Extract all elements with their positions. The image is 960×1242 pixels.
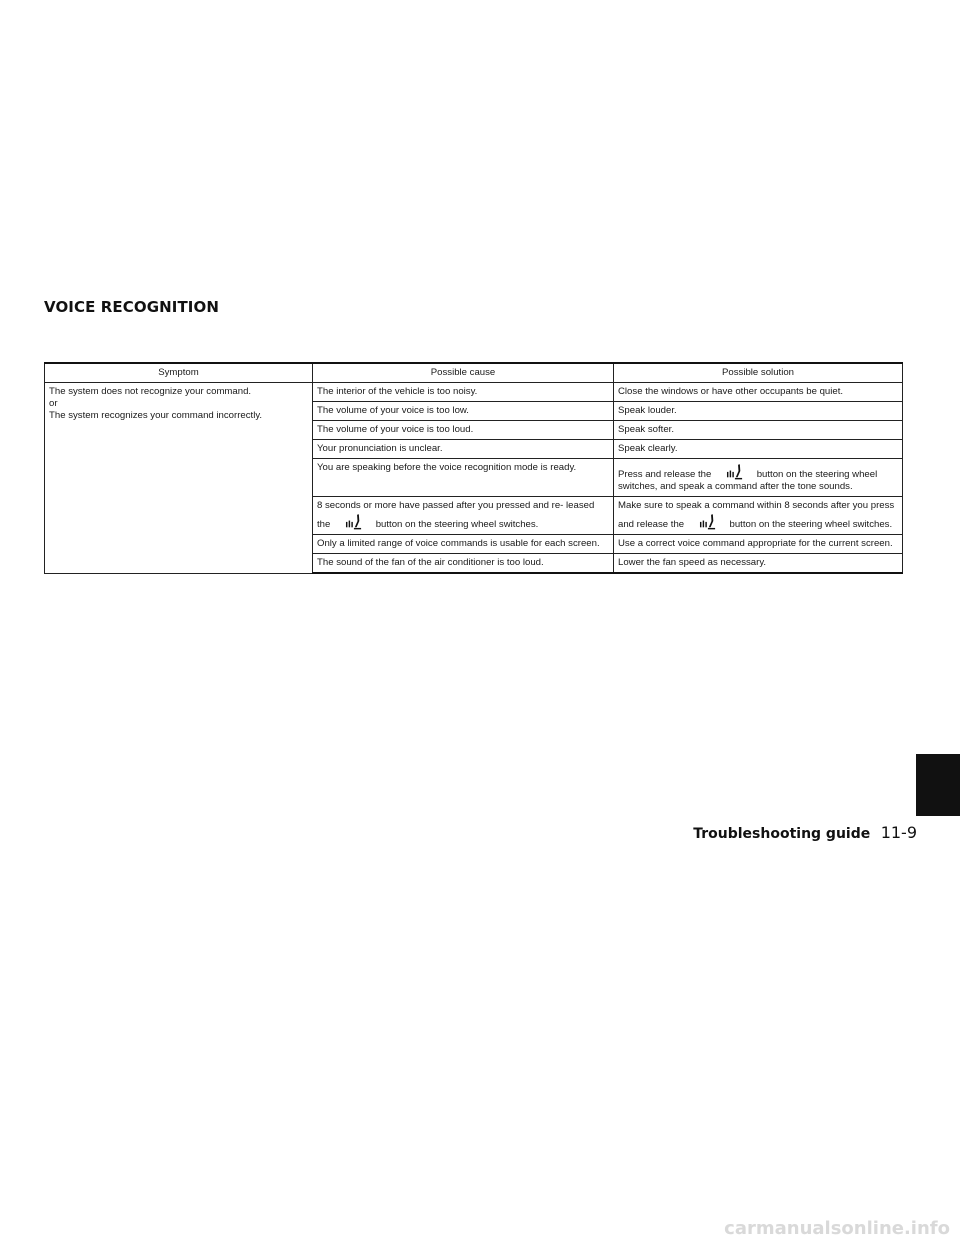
solution-cell: Close the windows or have other occupants be quiet. — [614, 383, 903, 402]
page-number: 11-9 — [880, 823, 917, 842]
cause-cell: You are speaking before the voice recognition mode is ready. — [313, 459, 614, 497]
cause-cell: Only a limited range of voice commands is usable for each screen. — [313, 535, 614, 554]
solution-cell — [614, 497, 903, 535]
cause-cell — [313, 497, 614, 535]
cause-text-before-icon: 8 seconds or more have passed after you pressed and re- leased the — [317, 500, 595, 530]
cause-cell: The sound of the fan of the air conditioner is too loud. — [313, 554, 614, 574]
chapter-edge-tab — [916, 754, 960, 816]
header-symptom: Symptom — [45, 363, 313, 383]
solution-cell — [614, 459, 903, 497]
symptom-line-2: or — [49, 398, 58, 409]
talk-switch-icon — [687, 512, 727, 530]
solution-cell: Speak clearly. — [614, 440, 903, 459]
table-header-row — [45, 363, 903, 383]
solution-text-after-icon: button on the steering wheel switches, and speak a command after the tone sounds. — [618, 469, 878, 492]
troubleshooting-table — [44, 362, 903, 574]
symptom-cell — [45, 383, 313, 574]
symptom-line-3: The system recognizes your command incorrectly. — [49, 410, 263, 421]
symptom-line-1: The system does not recognize your command. — [49, 386, 252, 397]
solution-text-before-icon: Make sure to speak a command within 8 seconds after you press and release the — [618, 500, 895, 530]
solution-cell: Use a correct voice command appropriate for the current screen. — [614, 535, 903, 554]
watermark: carmanualsonline.info — [724, 1218, 950, 1239]
solution-text-after-icon: button on the steering wheel switches. — [729, 519, 893, 530]
header-possible-solution: Possible solution — [614, 363, 903, 383]
cause-cell: Your pronunciation is unclear. — [313, 440, 614, 459]
solution-cell: Lower the fan speed as necessary. — [614, 554, 903, 574]
cause-cell: The volume of your voice is too loud. — [313, 421, 614, 440]
talk-switch-icon — [333, 512, 373, 530]
cause-cell: The volume of your voice is too low. — [313, 402, 614, 421]
page-footer — [693, 823, 917, 843]
cause-cell: The interior of the vehicle is too noisy. — [313, 383, 614, 402]
solution-cell: Speak louder. — [614, 402, 903, 421]
section-title: VOICE RECOGNITION — [44, 298, 219, 316]
cause-text-after-icon: button on the steering wheel switches. — [375, 519, 539, 530]
talk-switch-icon — [714, 462, 754, 480]
footer-section-title: Troubleshooting guide — [693, 826, 871, 842]
header-possible-cause: Possible cause — [313, 363, 614, 383]
solution-text-before-icon: Press and release the — [618, 469, 712, 480]
solution-cell: Speak softer. — [614, 421, 903, 440]
table-row — [45, 383, 903, 402]
